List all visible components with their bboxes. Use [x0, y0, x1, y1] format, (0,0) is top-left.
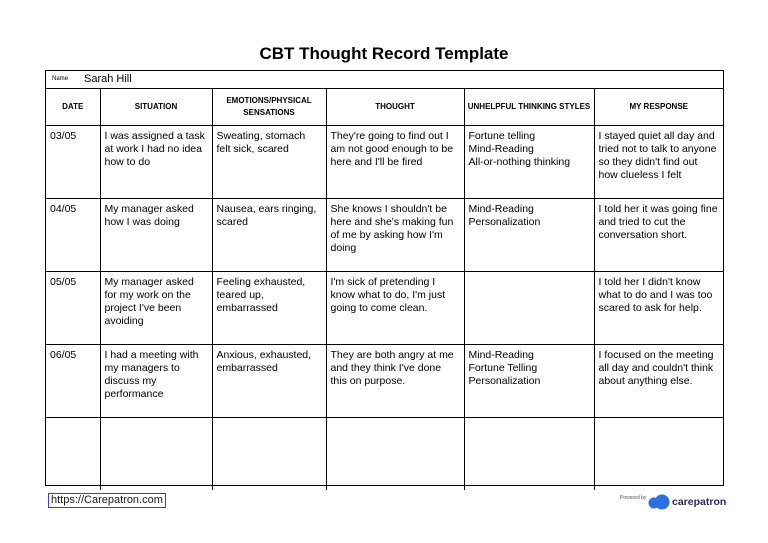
carepatron-logo-icon	[648, 494, 670, 510]
response-cell[interactable]: I told her it was going fine and tried to cut the conversation short.	[594, 199, 723, 272]
thinking-styles-cell[interactable]	[464, 345, 594, 418]
thought-cell[interactable]: She knows I shouldn't be here and she's making fun of me by asking how I'm doing	[326, 199, 464, 272]
thinking-style: Mind-Reading	[468, 143, 534, 155]
table-row	[46, 272, 723, 345]
date-cell[interactable]: 03/05	[46, 126, 100, 199]
date-cell[interactable]: 05/05	[46, 272, 100, 345]
column-header-thinking-styles: UNHELPFUL THINKING STYLES	[464, 89, 594, 126]
column-header-response: MY RESPONSE	[594, 89, 723, 126]
emotions-cell[interactable]: Sweating, stomach felt sick, scared	[212, 126, 326, 199]
column-header-date: DATE	[46, 89, 100, 126]
thinking-styles-cell[interactable]	[464, 126, 594, 199]
thinking-style: Fortune Telling	[468, 362, 538, 374]
date-cell[interactable]: 06/05	[46, 345, 100, 418]
thinking-style: Mind-Reading	[468, 203, 534, 215]
situation-cell[interactable]: My manager asked how I was doing	[100, 199, 212, 272]
emotions-cell[interactable]: Feeling exhausted, teared up, embarrassed	[212, 272, 326, 345]
powered-by-label: Powered by	[620, 495, 647, 501]
table-row	[46, 199, 723, 272]
thought-cell[interactable]: I'm sick of pretending I know what to do, I'm just going to come clean.	[326, 272, 464, 345]
brand-name: carepatron	[672, 496, 727, 508]
thought-record-table	[46, 89, 723, 490]
document-title: CBT Thought Record Template	[259, 44, 509, 63]
response-cell[interactable]: I stayed quiet all day and tried not to talk to anyone so they didn't find out how clueless I felt	[594, 126, 723, 199]
column-header-emotions: EMOTIONS/PHYSICAL SENSATIONS	[212, 89, 326, 126]
thought-cell[interactable]	[326, 418, 464, 491]
emotions-cell[interactable]: Anxious, exhausted, embarrassed	[212, 345, 326, 418]
thinking-style: Personalization	[468, 375, 541, 387]
response-cell[interactable]: I focused on the meeting all day and couldn't think about anything else.	[594, 345, 723, 418]
column-header-situation: SITUATION	[100, 89, 212, 126]
header-row	[46, 89, 723, 126]
carepatron-logo	[648, 494, 726, 510]
date-cell[interactable]	[46, 418, 100, 491]
emotions-cell[interactable]	[212, 418, 326, 491]
table-row	[46, 126, 723, 199]
situation-cell[interactable]	[100, 418, 212, 491]
thinking-styles-cell[interactable]	[464, 418, 594, 491]
thinking-styles-cell[interactable]	[464, 272, 594, 345]
thinking-style: Fortune telling	[468, 130, 536, 142]
situation-cell[interactable]: My manager asked for my work on the project I've been avoiding	[100, 272, 212, 345]
thinking-style: All-or-nothing thinking	[468, 156, 571, 168]
name-label: Name	[52, 76, 69, 82]
thinking-styles-cell[interactable]	[464, 199, 594, 272]
date-cell[interactable]: 04/05	[46, 199, 100, 272]
thought-cell[interactable]: They are both angry at me and they think I've done this on purpose.	[326, 345, 464, 418]
thought-cell[interactable]: They're going to find out I am not good enough to be here and I'll be fired	[326, 126, 464, 199]
response-cell[interactable]: I told her I didn't know what to do and I was too scared to ask for help.	[594, 272, 723, 345]
column-header-thought: THOUGHT	[326, 89, 464, 126]
carepatron-link[interactable]: https://Carepatron.com	[48, 493, 166, 508]
logo-dot-large	[655, 495, 670, 510]
name-value[interactable]: Sarah Hill	[84, 73, 132, 85]
response-cell[interactable]	[594, 418, 723, 491]
situation-cell[interactable]: I was assigned a task at work I had no idea how to do	[100, 126, 212, 199]
thought-record-sheet	[45, 70, 724, 486]
emotions-cell[interactable]: Nausea, ears ringing, scared	[212, 199, 326, 272]
thinking-style: Personalization	[468, 216, 541, 228]
table-row	[46, 345, 723, 418]
table-row-empty	[46, 418, 723, 491]
thinking-style: Mind-Reading	[468, 349, 534, 361]
situation-cell[interactable]: I had a meeting with my managers to discuss my performance	[100, 345, 212, 418]
name-row	[46, 71, 723, 89]
